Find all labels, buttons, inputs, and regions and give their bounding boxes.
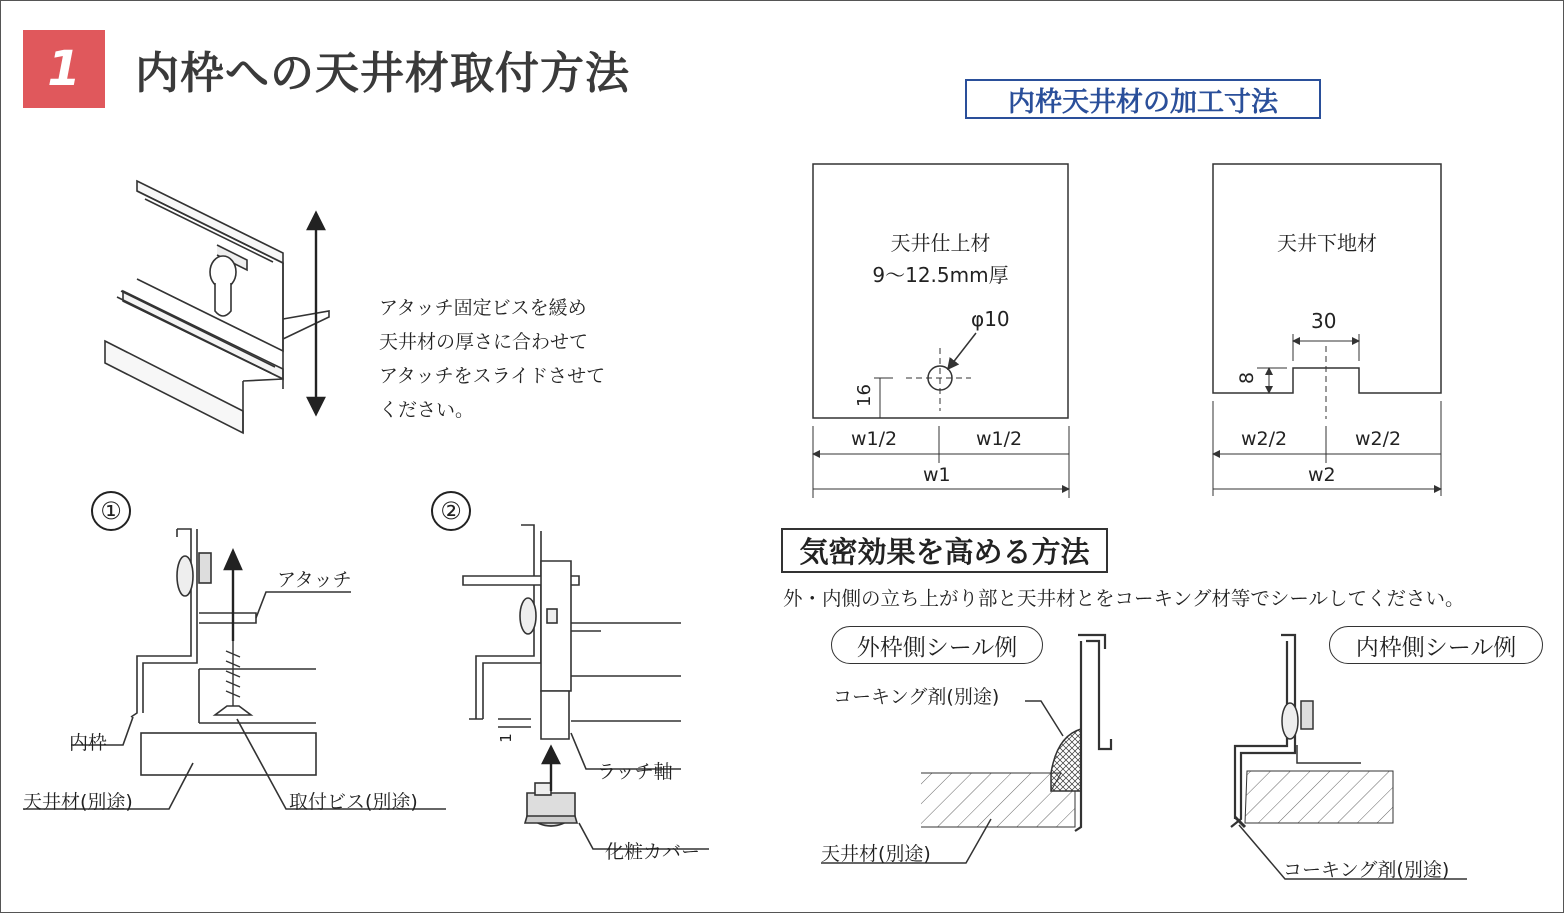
outer-ceiling-label: 天井材(別途)	[821, 843, 931, 865]
step2-drawing	[463, 525, 709, 849]
finish-thickness-label: 9〜12.5mm厚	[872, 263, 1009, 287]
inner-seal-example-label: 内枠側シール例	[1329, 626, 1543, 664]
inner-seal-drawing	[1231, 635, 1467, 879]
rail-isometric-drawing	[105, 181, 329, 433]
sealing-method-title: 気密効果を高める方法	[781, 528, 1108, 573]
hole-diameter-label: φ10	[971, 307, 1010, 331]
outer-seal-example-label: 外枠側シール例	[831, 626, 1043, 664]
step2-dimension: 1	[496, 733, 515, 743]
finish-half-right-label: w1/2	[976, 428, 1023, 450]
inner-caulk-label: コーキング剤(別途)	[1283, 859, 1450, 881]
inner-frame-label: 内枠	[69, 732, 108, 754]
base-width-label: w2	[1308, 464, 1336, 486]
instruction-line: アタッチをスライドさせて	[379, 365, 606, 387]
instruction-line: ください。	[379, 399, 475, 421]
mounting-screw-label: 取付ビス(別途)	[289, 791, 418, 813]
finish-width-label: w1	[923, 464, 951, 486]
instruction-line: アタッチ固定ビスを緩め	[379, 297, 587, 319]
technical-drawings	[1, 1, 1564, 914]
instruction-text	[379, 291, 605, 427]
step1-up-arrow	[225, 551, 241, 641]
latch-shaft-label: ラッチ軸	[597, 761, 673, 783]
ceiling-material-label: 天井材(別途)	[23, 791, 133, 813]
step2-marker: ②	[431, 491, 471, 531]
step1-marker: ①	[91, 491, 131, 531]
sealing-description: 外・内側の立ち上がり部と天井材とをコーキング材等でシールしてください。	[783, 587, 1465, 610]
cover-label: 化粧カバー	[605, 841, 701, 863]
instruction-line: 天井材の厚さに合わせて	[379, 331, 589, 353]
finish-material-label: 天井仕上材	[890, 231, 991, 255]
attach-label: アタッチ	[277, 569, 352, 591]
hole-height-label: 16	[853, 384, 875, 407]
processing-dimensions-title: 内枠天井材の加工寸法	[965, 79, 1321, 119]
base-material-label: 天井下地材	[1277, 231, 1377, 255]
notch-width-label: 30	[1311, 309, 1337, 333]
section-number-badge: 1	[23, 30, 105, 108]
step1-drawing	[23, 529, 446, 809]
outer-caulk-label: コーキング剤(別途)	[833, 686, 1000, 708]
base-half-right-label: w2/2	[1355, 428, 1402, 450]
base-half-left-label: w2/2	[1241, 428, 1288, 450]
finish-half-left-label: w1/2	[851, 428, 898, 450]
notch-depth-label: 8	[1236, 371, 1259, 385]
outer-seal-drawing	[821, 635, 1111, 863]
page-title: 内枠への天井材取付方法	[135, 48, 630, 99]
